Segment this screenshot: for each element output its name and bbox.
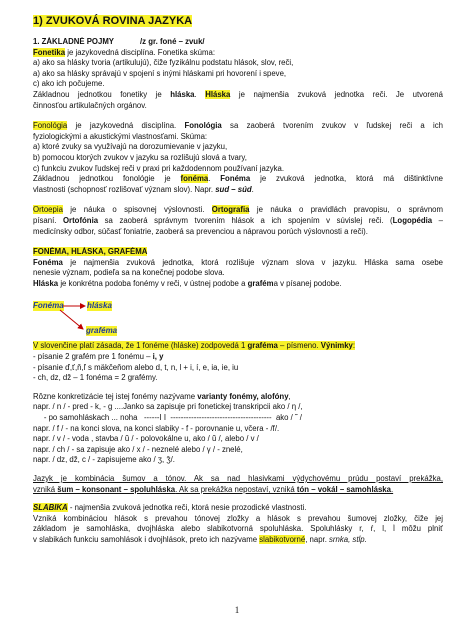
fonetika-unit-cont: činnosťou artikulačných orgánov. <box>33 100 147 110</box>
variant-line-1: napr. / n / - pred - k, - g ....Janko sa zapisuje pri fonetickej transkripcii ako / η /, <box>33 402 303 412</box>
term-ortoepia: Ortoepia <box>33 205 63 215</box>
fonologia-unit <box>33 174 443 185</box>
text: je náuka o spisovnej výslovnosti. <box>62 205 212 215</box>
fonologia-item-a: a) ktoré zvuky sa využívajú na dorozumievanie v jazyku, <box>33 142 228 152</box>
text: je konkrétna podoba fonémy v reči, v ústnej podobe a <box>58 278 248 288</box>
rule-line <box>33 341 443 352</box>
text: . <box>194 89 206 99</box>
fonologia-def-cont: fyziologickými a akustickými vlastnosťami. Skúma: <box>33 131 208 141</box>
variant-line-6: napr. / dz, dž, c / - zapisujeme ako / ʒ, ʒ̆/. <box>33 455 175 465</box>
text: vzniká <box>33 484 58 494</box>
variant-line-5: napr. / ch / - sa zapisuje ako / x / - neznelé alebo / γ / - znelé, <box>33 444 243 454</box>
term-slabika: SLABIKA <box>33 503 68 513</box>
bold-term: tón – vokál – samohláska <box>296 484 391 494</box>
bold-term: graféma <box>247 341 278 351</box>
text: . Ak sa prekážka nepostaví, vzniká <box>175 484 297 494</box>
hlaska-definition <box>33 279 443 290</box>
text: je jazykovedná disciplína. <box>67 121 185 131</box>
fonema-diagram <box>33 289 443 341</box>
fonetika-item-b: a) ako sa hlásky správajú v spojení s inými hláskami pri hovorení i speve, <box>33 68 287 78</box>
text: je zvuková jednotka, ktorá má dištinktívne <box>250 174 443 184</box>
text: je jazykovedná disciplína. Fonetika skúma: <box>65 47 216 57</box>
text: sa zaoberá tvorením zvukov v ľudskej reči a ich <box>221 121 443 131</box>
term-slabikotvorne: slabikotvorné <box>259 534 306 544</box>
text: V slovenčine platí zásada, že 1 fonéme (hláske) zodpovedá 1 <box>33 341 248 351</box>
term-logopedia: Logopédia <box>392 215 433 225</box>
text: : <box>352 341 356 351</box>
fonologia-item-b: b) pomocou ktorých zvukov v jazyku sa rozlišujú slová a tvary, <box>33 152 247 162</box>
slabika-definition <box>33 503 443 514</box>
fonema-definition <box>33 258 443 269</box>
diagram-label-hlaska: hláska <box>87 301 112 311</box>
bold-term: Hláska <box>33 278 59 288</box>
heading-etymology: /z gr. foné – zvuk/ <box>140 37 205 46</box>
text: a v písanej podobe. <box>273 278 342 288</box>
ortoepia-definition <box>33 205 443 216</box>
ortofonia-definition <box>33 216 443 227</box>
fonetika-item-a: a) ako sa hlásky tvoria (artikulujú), čiže fyzikálnu podstatu hlások, slov, reči, <box>33 58 294 68</box>
section-heading-fonema <box>33 247 443 258</box>
fonetika-unit <box>33 90 443 101</box>
diagram-arrows <box>33 289 153 341</box>
diagram-label-fonema: Fonéma <box>33 301 64 311</box>
bold-term: grafém <box>247 278 274 288</box>
bold-term: Fonéma <box>220 174 251 184</box>
text: . <box>251 184 254 194</box>
term-ortofonia: Ortofónia <box>62 215 99 225</box>
fonologia-unit-cont <box>33 185 443 196</box>
document-title <box>33 14 443 28</box>
bold-term: Fonológia <box>184 121 222 131</box>
text: Základnou jednotkou fonológie je <box>33 174 181 184</box>
text: je najmenšia zvuková jednotka, ktorá rozlišuje význam slova v jazyku. Hláska sama osebe <box>62 257 443 267</box>
bold-term: i, y <box>152 352 164 362</box>
arrow-to-grafema <box>60 310 83 329</box>
fonema-def-cont: nenesie význam, podieľa sa na konečnej podobe slova. <box>33 268 225 278</box>
term-fonologia: Fonológia <box>33 121 68 131</box>
text: v slabikách funkciu samohlások i dvojhlások, preto ich nazývame <box>33 534 260 544</box>
fonologia-definition <box>33 121 443 132</box>
exception-3: - ch, dz, dž – 1 fonéma = 2 grafémy. <box>33 373 158 383</box>
fonetika-item-c: c) ako ich počujeme. <box>33 79 105 89</box>
variant-line-2: - po samohláskach ... noha ------I I --------------------------------------- ako / ˜ / <box>33 413 302 423</box>
term-ortografia: Ortografia <box>211 205 250 215</box>
example: srnka, stĺp. <box>329 534 367 544</box>
slabika-line-2: základom je samohláska, dvojhláska alebo slabikotvorná spoluhláska. Spoluhlásky r, ŕ, l, ĺ môžu plniť <box>33 524 443 534</box>
text: sa zaoberá správnym tvorením hlások a ich spojením v súvislej reči. ( <box>98 215 393 225</box>
text: – písmeno. <box>277 341 321 351</box>
heading-text: FONÉMA, HLÁSKA, GRAFÉMA <box>33 247 148 257</box>
text: , <box>288 391 291 401</box>
exception-1 <box>33 352 443 363</box>
kombinacia-line-1: Jazyk je kombinácia šumov a tónov. Ak sa nad hlasivkami výdychovému prúdu postaví prekážka, <box>33 474 443 483</box>
text: – <box>432 215 443 225</box>
fonetika-definition <box>33 48 443 59</box>
text: Rôzne konkretizácie tej istej fonémy nazývame <box>33 391 198 401</box>
logopedia-cont: medicínsky odbor, súčasť foniatrie, zaoberá sa prevenciou a nápravou porúch výslovnosti a reči). <box>33 226 368 236</box>
example: sud – súd <box>215 184 252 194</box>
title-text: 1) ZVUKOVÁ ROVINA JAZYKA <box>33 15 193 27</box>
term-hlaska: Hláska <box>205 89 231 99</box>
bold-term: varianty fonémy, alofóny <box>197 391 289 401</box>
bold-term: Fonéma <box>33 257 63 267</box>
text: . <box>208 174 221 184</box>
diagram-label-grafema: graféma <box>86 326 118 336</box>
text: - písanie 2 grafém pre 1 fonému – <box>33 352 153 362</box>
text: je náuka o pravidlách pravopisu, o správnom <box>249 205 443 215</box>
text: Základnou jednotkou fonetiky je <box>33 89 171 99</box>
term-fonetika: Fonetika <box>33 47 66 57</box>
text: je najmenšia zvuková jednotka reči. Je utvorená <box>230 89 443 99</box>
variant-line-3: napr. / f / - na konci slova, na konci slabiky - f - porovnanie u, včera - /f/. <box>33 423 280 433</box>
text: . <box>390 484 394 494</box>
kombinacia-line-2 <box>33 485 443 496</box>
slabika-line-3 <box>33 535 443 546</box>
bold-term: šum – konsonant – spoluhláska <box>57 484 176 494</box>
text: písaní. <box>33 215 63 225</box>
variant-line-4: napr. / v / - voda , stavba / ŭ / - polovokálne u, ako / ŭ /, alebo / v / <box>33 434 259 444</box>
text: vlastnosti (schopnosť rozlišovať význam slov). Napr. <box>33 184 216 194</box>
section-heading-zakladne-pojmy <box>33 37 443 48</box>
fonologia-item-c: c) funkciu zvukov ľudskej reči v praxi pri každodennom používaní jazyka. <box>33 163 285 173</box>
document-page <box>33 14 443 546</box>
variants-intro <box>33 392 443 403</box>
heading-text: 1. ZÁKLADNÉ POJMY <box>33 37 115 46</box>
page-number: 1 <box>234 605 240 615</box>
bold-term: hláska <box>170 89 195 99</box>
text: , napr. <box>305 534 330 544</box>
slabika-line-1: Vzniká kombináciou hlások s prevahou tónovej zložky a hlások s prevahou šumovej zložky, čiže jej <box>33 513 443 523</box>
exception-2: - písanie ď,ť,ň,ľ s mäkčeňom alebo d, t, n, l + i, í, e, ia, ie, iu <box>33 362 239 372</box>
term-fonema: fonéma <box>180 174 209 184</box>
bold-term: Výnimky <box>320 341 353 351</box>
text: - najmenšia zvuková jednotka reči, ktorá nesie prozodické vlastnosti. <box>67 503 307 513</box>
